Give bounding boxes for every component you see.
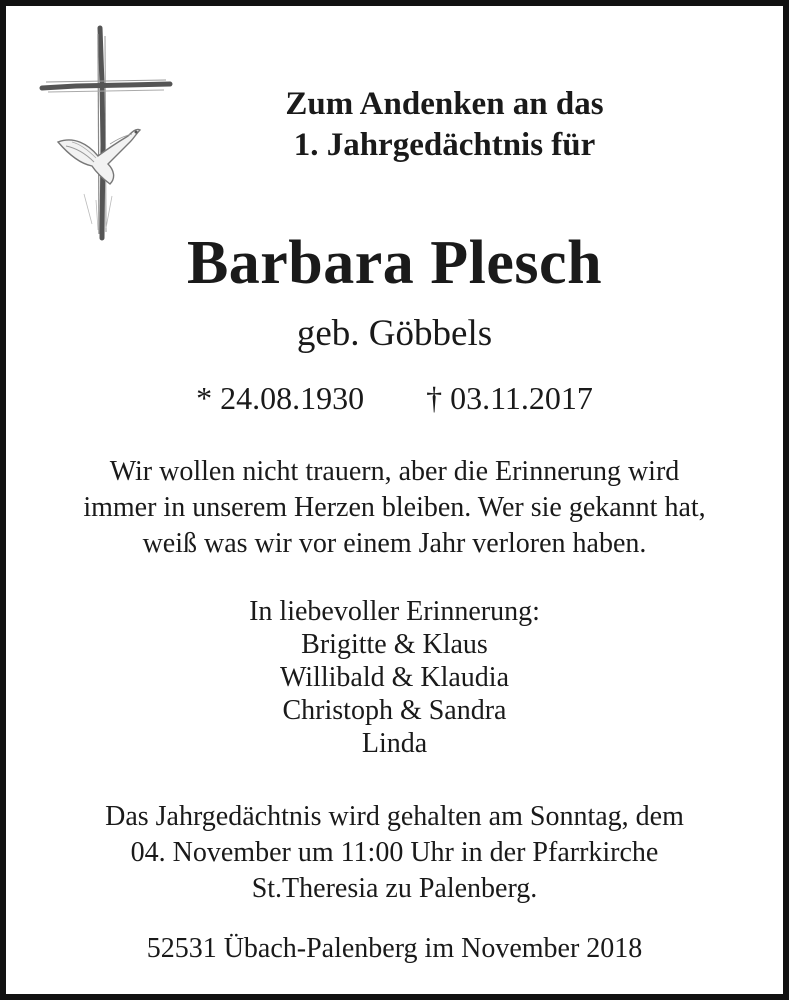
memorial-verse [6, 454, 783, 562]
place-and-date: 52531 Übach-Palenberg im November 2018 [146, 933, 643, 964]
death-date: † 03.11.2017 [426, 380, 593, 416]
mourners-list [6, 595, 783, 760]
mourner-name: Willibald & Klaudia [279, 662, 510, 693]
maiden-name: geb. Göbbels [296, 313, 493, 354]
memorial-heading [106, 84, 783, 166]
verse-line: weiß was wir vor einem Jahr verloren haben. [142, 528, 647, 559]
verse-line: immer in unserem Herzen bleiben. Wer sie gekannt hat, [83, 492, 706, 523]
deceased-name: Barbara Plesch [186, 229, 603, 297]
service-line: Das Jahrgedächtnis wird gehalten am Sonntag, dem [105, 801, 684, 832]
mourner-name: Brigitte & Klaus [301, 629, 488, 660]
heading-line-2: 1. Jahrgedächtnis für [293, 127, 596, 163]
birth-date: * 24.08.1930 [196, 380, 365, 416]
service-announcement [6, 799, 783, 907]
service-line: 04. November um 11:00 Uhr in der Pfarrkirche [130, 837, 659, 868]
heading-line-1: Zum Andenken an das [285, 86, 604, 122]
mourner-name: Linda [361, 728, 428, 759]
service-line: St.Theresia zu Palenberg. [251, 873, 538, 904]
life-dates [6, 378, 783, 418]
mourners-intro: In liebevoller Erinnerung: [249, 596, 540, 627]
mourner-name: Christoph & Sandra [282, 695, 507, 726]
verse-line: Wir wollen nicht trauern, aber die Erinnerung wird [109, 456, 680, 487]
